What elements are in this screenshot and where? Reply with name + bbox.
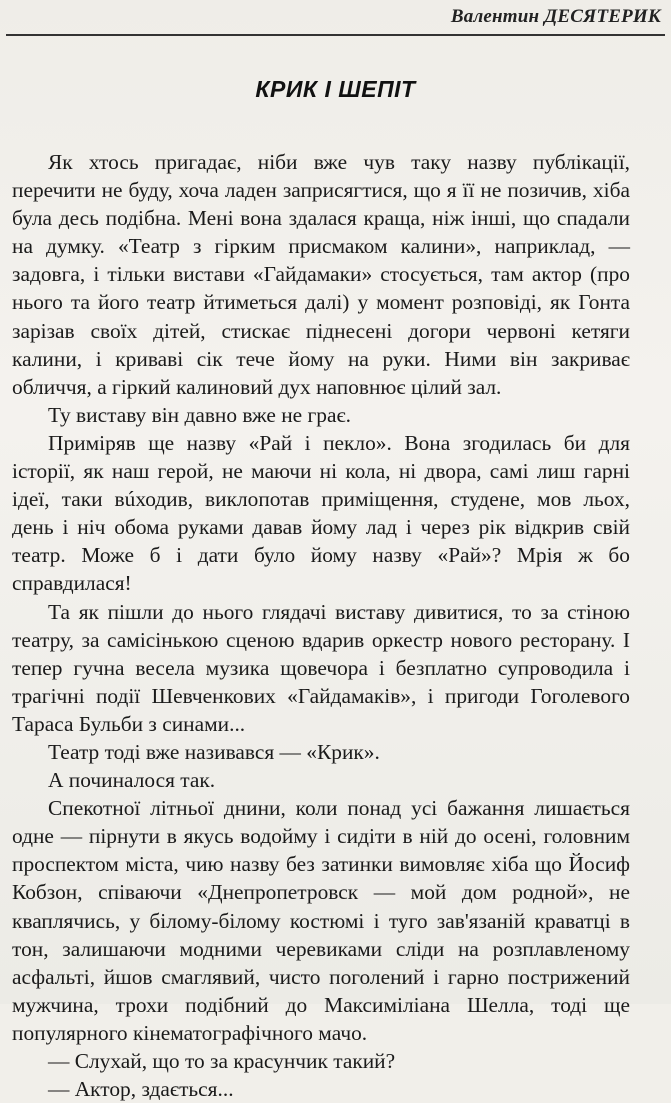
paragraph: Як хтось пригадає, ніби вже чув таку назву публікації, перечити не буду, хоча ладен заприсягтися, що я її не позичив, хіба була десь подібна. Мені вона здалася краща, ніж інші, що спадали на думку. «Театр з гірким присмаком калини», наприклад, — задовга, і тільки вистави «Гайдамаки» стосується, там актор (про нього та його театр йтиметься далі) у момент розповіді, як Гонта зарізав своїх дітей, стискає піднесені догори червоні кетяги калини, і криваві сік тече йому на руки. Ними він закриває обличчя, а гіркий калиновий дух наповнює цілий зал. bbox=[12, 150, 630, 399]
running-head: Валентин ДЕСЯТЕРИК bbox=[450, 6, 661, 27]
paragraph: А починалося так. bbox=[48, 768, 216, 793]
header-divider bbox=[6, 34, 665, 36]
dialog-line: — Актор, здається... bbox=[48, 1077, 234, 1102]
dialog-line: — Слухай, що то за красунчик такий? bbox=[48, 1049, 396, 1073]
article-title: КРИК І ШЕПІТ bbox=[255, 76, 416, 102]
paragraph: Театр тоді вже називався — «Крик». bbox=[48, 739, 380, 764]
paragraph: Та як пішли до нього глядачі виставу дивитися, то за стіною театру, за самісінькою сценою вдарив оркестр нового ресторану. І тепер гучна весела музика щовечора і безплатно супроводила і трагічні події Шевченкових «Гайдамаків», і пригоди Гоголевого Тараса Бульби з синами... bbox=[12, 599, 630, 736]
article-body bbox=[12, 148, 630, 1103]
paragraph: Спекотної літньої днини, коли понад усі бажання лишається одне — пірнути в якусь водойму і сидіти в ній до осені, головним проспектом міста, чию назву без затинки вимовляє хіба що Йосиф Кобзон, співаючи «Днепропетровск — мой дом родной», не кваплячись, у білому-білому костюмі і туго зав'язаній краватці в тон, залишаючи модними черевиками сліди на розплавленому асфальті, йшов смаглявий, чисто поголений і гарно пострижений мужчина, трохи подібний до Максиміліана Шелла, тоді ще популярного кінематографічного мачо. bbox=[12, 796, 630, 1045]
paragraph: Ту виставу він давно вже не грає. bbox=[48, 402, 352, 427]
paragraph: Приміряв ще назву «Рай і пекло». Вона згодилась би для історії, як наш герой, не маючи ні кола, ні двора, самі лиш гарні ідеї, таки вúходив, виклопотав приміщення, студене, мов льох, день і ніч обома руками давав йому лад і через рік відкрив свій театр. Може б і дати було йому назву «Рай»? Мрія ж бо справдилася! bbox=[12, 430, 630, 596]
